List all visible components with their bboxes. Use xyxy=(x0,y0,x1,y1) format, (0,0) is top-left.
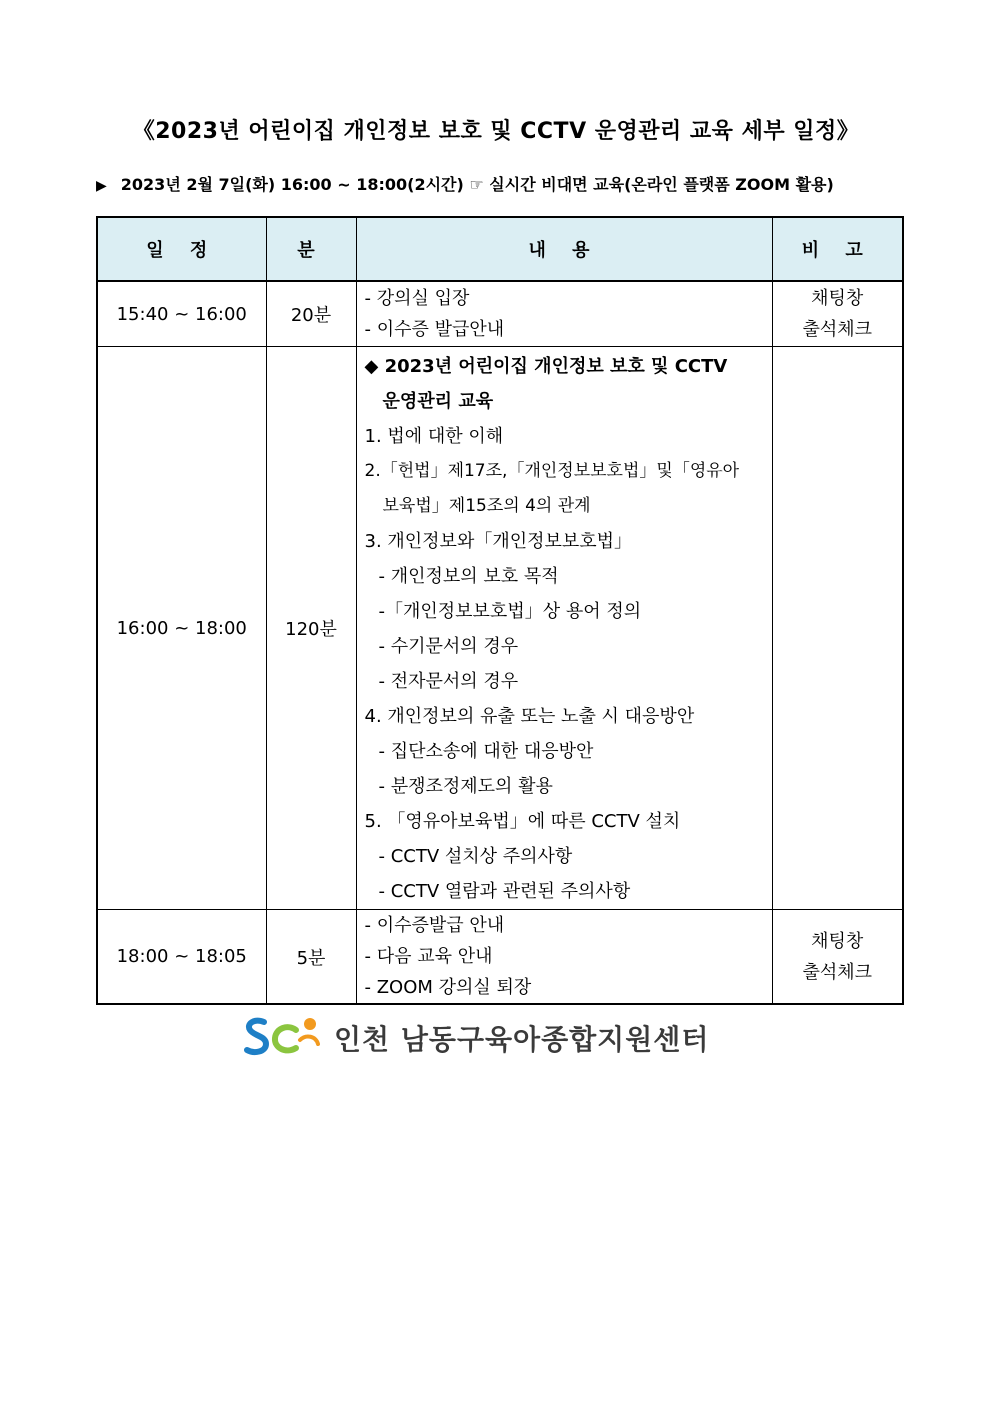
content-line: - ZOOM 강의실 퇴장 xyxy=(364,977,532,998)
content-line: - 수기문서의 경우 xyxy=(378,636,519,657)
header-minutes: 분 xyxy=(266,217,356,281)
content-line: 보육법」제15조의 4의 관계 xyxy=(382,496,591,516)
sc-logo-icon xyxy=(244,1014,322,1062)
row-note xyxy=(772,347,903,910)
table-header-row xyxy=(97,217,903,281)
note-line: 채팅창 xyxy=(811,930,864,952)
content-line: - 강의실 입장 xyxy=(364,288,470,309)
document-title: 《2023년 어린이집 개인정보 보호 및 CCTV 운영관리 교육 세부 일정》 xyxy=(132,119,860,144)
content-line: - 이수증 발급안내 xyxy=(364,319,505,340)
header-time: 일 정 xyxy=(97,217,266,281)
content-line: 2.「헌법」제17조,「개인정보보호법」및「영유아 xyxy=(364,461,740,481)
schedule-summary-text: 2023년 2월 7일(화) 16:00 ~ 18:00(2시간) ☞ 실시간 비대면 교육(온라인 플랫폼 ZOOM 활용) xyxy=(120,175,834,194)
content-heading: 운영관리 교육 xyxy=(382,391,494,412)
row-minutes: 5분 xyxy=(266,910,356,1005)
table-row xyxy=(97,281,903,347)
content-line: - 집단소송에 대한 대응방안 xyxy=(378,741,594,762)
row-content xyxy=(356,281,772,347)
content-line: - 이수증발급 안내 xyxy=(364,915,505,936)
row-note xyxy=(772,281,903,347)
header-content: 내 용 xyxy=(356,217,772,281)
row-time: 16:00 ~ 18:00 xyxy=(97,347,266,910)
content-line: 1. 법에 대한 이해 xyxy=(364,426,504,447)
row-minutes: 20분 xyxy=(266,281,356,347)
row-content xyxy=(356,347,772,910)
content-line: - 다음 교육 안내 xyxy=(364,946,493,967)
note-line: 출석체크 xyxy=(802,961,873,983)
row-minutes: 120분 xyxy=(266,347,356,910)
content-line: - 전자문서의 경우 xyxy=(378,671,519,692)
content-line: - 분쟁조정제도의 활용 xyxy=(378,776,553,797)
content-line: -「개인정보보호법」상 용어 정의 xyxy=(378,601,642,622)
content-line: 5. 「영유아보육법」에 따른 CCTV 설치 xyxy=(364,811,681,832)
content-heading: ◆ 2023년 어린이집 개인정보 보호 및 CCTV xyxy=(364,356,728,377)
content-line: 4. 개인정보의 유출 또는 노출 시 대응방안 xyxy=(364,706,695,727)
content-line: 3. 개인정보와「개인정보보호법」 xyxy=(364,531,633,552)
row-content xyxy=(356,910,772,1005)
row-time: 15:40 ~ 16:00 xyxy=(97,281,266,347)
note-line: 채팅창 xyxy=(811,288,864,309)
content-line: - CCTV 열람과 관련된 주의사항 xyxy=(378,881,631,902)
content-line: - CCTV 설치상 주의사항 xyxy=(378,846,573,867)
row-time: 18:00 ~ 18:05 xyxy=(97,910,266,1005)
header-note: 비 고 xyxy=(772,217,903,281)
note-line: 출석체크 xyxy=(802,319,873,340)
arrow-marker-icon: ▶ xyxy=(96,178,107,194)
table-row xyxy=(97,910,903,1005)
center-logo xyxy=(244,1014,709,1062)
center-name: 인천 남동구육아종합지원센터 xyxy=(334,1023,710,1056)
schedule-summary xyxy=(96,172,896,195)
content-line: - 개인정보의 보호 목적 xyxy=(378,566,559,587)
row-note xyxy=(772,910,903,1005)
schedule-table xyxy=(96,216,904,1005)
table-row xyxy=(97,347,903,910)
